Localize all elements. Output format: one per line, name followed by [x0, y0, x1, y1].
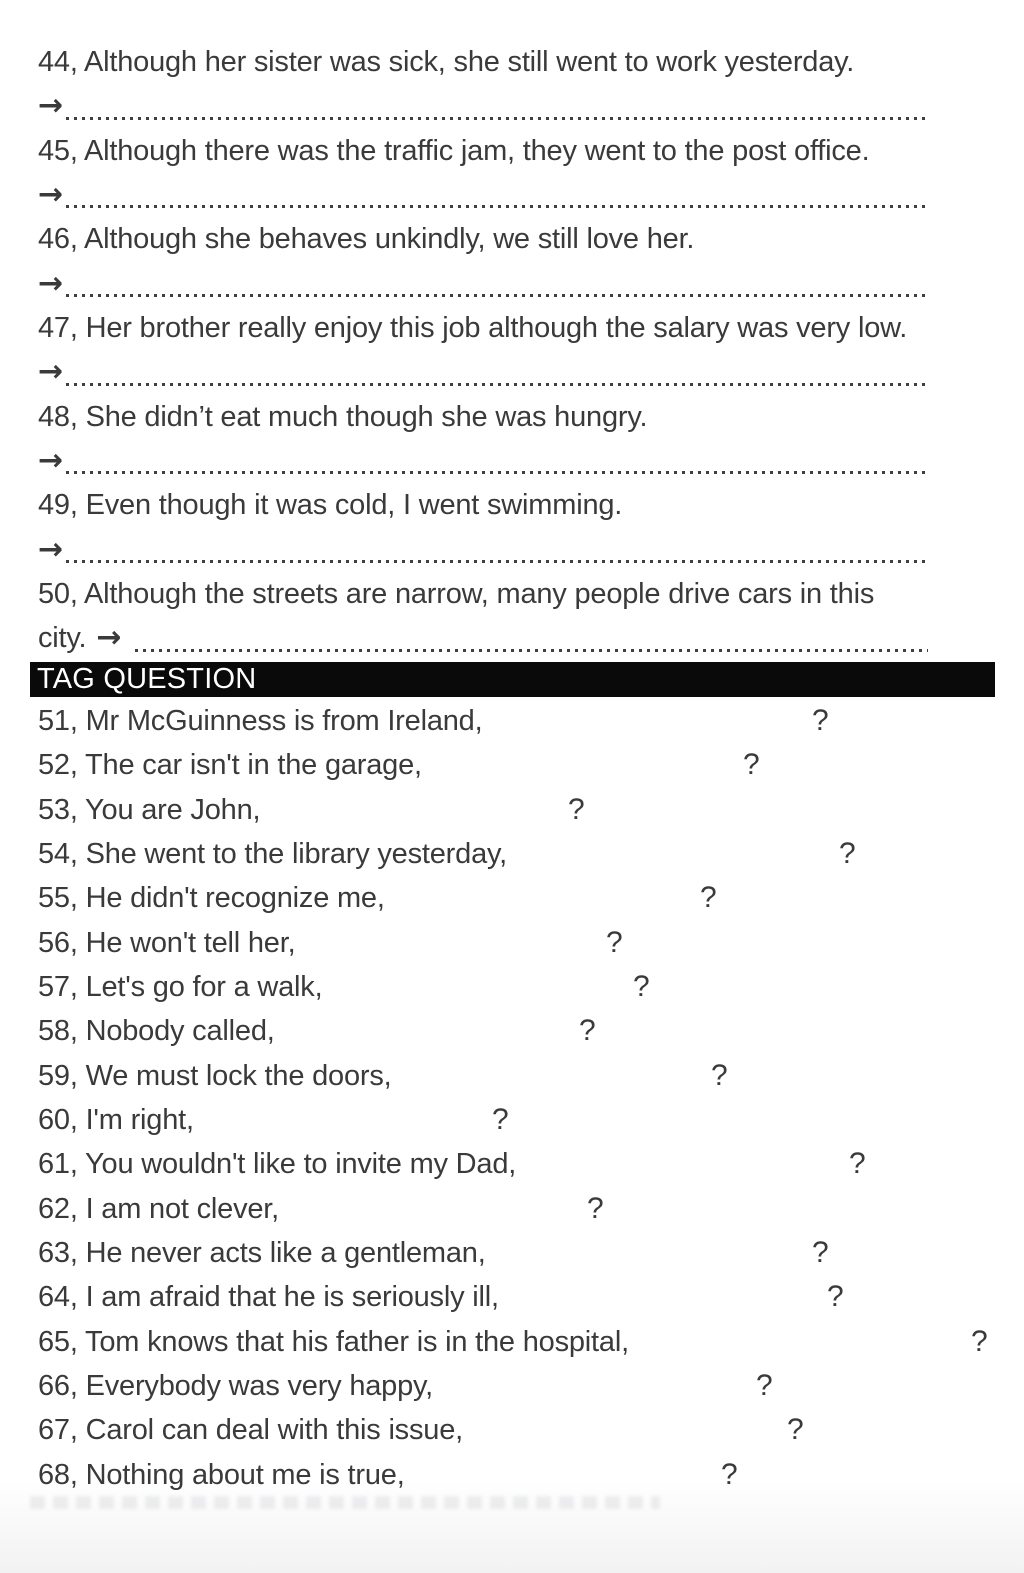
- tag-question-text: 63, He never acts like a gentleman,: [38, 1236, 486, 1269]
- question-mark: ?: [700, 881, 717, 915]
- question-mark: ?: [787, 1413, 804, 1447]
- tag-question-text: 60, I'm right,: [38, 1103, 194, 1136]
- tag-question-row: [38, 1098, 984, 1142]
- tag-question-text: 68, Nothing about me is true,: [38, 1458, 405, 1491]
- question-mark: ?: [721, 1457, 738, 1491]
- question-mark: ?: [587, 1191, 604, 1225]
- answer-line: [38, 84, 928, 128]
- tag-question-text: 57, Let's go for a walk,: [38, 970, 323, 1003]
- tag-question-text: 67, Carol can deal with this issue,: [38, 1414, 463, 1447]
- tag-question-row: [38, 1275, 984, 1319]
- exercise-item: [38, 129, 984, 218]
- tag-question-text: 52, The car isn't in the garage,: [38, 749, 422, 782]
- tag-question-text: 54, She went to the library yesterday,: [38, 837, 508, 870]
- question-mark: ?: [756, 1368, 773, 1402]
- answer-blank-dots: [66, 471, 928, 474]
- arrow-right-icon: →: [38, 354, 63, 390]
- exercise-sentence: 48, She didn’t eat much though she was hungry.: [38, 400, 648, 433]
- answer-line: [38, 262, 928, 306]
- exercise-sentence: 47, Her brother really enjoy this job although the salary was very low.: [38, 312, 908, 345]
- answer-blank-dots: [66, 205, 928, 208]
- answer-blank-dots: [66, 294, 928, 297]
- tag-question-text: 53, You are John,: [38, 793, 261, 826]
- tag-question-text: 62, I am not clever,: [38, 1192, 280, 1225]
- arrow-right-icon: →: [38, 443, 63, 479]
- exercise-item: [38, 217, 984, 306]
- tag-question-text: 64, I am afraid that he is seriously ill,: [38, 1281, 499, 1314]
- exercise-item: [38, 40, 984, 129]
- section-header-tag-question: [30, 662, 995, 697]
- tag-question-row: [38, 1009, 984, 1053]
- tag-question-row: [38, 1364, 984, 1408]
- tag-question-row: [38, 921, 984, 965]
- arrow-right-icon: →: [96, 620, 122, 656]
- tag-question-row: [38, 743, 984, 787]
- question-mark: ?: [812, 703, 829, 737]
- question-mark: ?: [812, 1235, 829, 1269]
- tag-question-text: 59, We must lock the doors,: [38, 1059, 392, 1092]
- sentence-continuation: city.: [38, 622, 87, 655]
- question-mark: ?: [568, 792, 585, 826]
- answer-blank-dots: [135, 649, 928, 652]
- question-mark: ?: [633, 969, 650, 1003]
- tag-question-text: 61, You wouldn't like to invite my Dad,: [38, 1148, 517, 1181]
- exercise-sentence: 45, Although there was the traffic jam, they went to the post office.: [38, 134, 870, 167]
- answer-line: [38, 616, 928, 660]
- exercise-sentence: 50, Although the streets are narrow, many people drive cars in this: [38, 578, 875, 611]
- tag-question-row: [38, 1054, 984, 1098]
- tag-question-text: 65, Tom knows that his father is in the hospital,: [38, 1325, 629, 1358]
- arrow-right-icon: →: [38, 88, 63, 124]
- answer-blank-dots: [66, 560, 928, 563]
- answer-line: [38, 173, 928, 217]
- arrow-right-icon: →: [38, 265, 63, 301]
- exercise-sentence: 46, Although she behaves unkindly, we still love her.: [38, 223, 695, 256]
- tag-question-row: [38, 965, 984, 1009]
- tag-question-row: [38, 1187, 984, 1231]
- tag-question-row: [38, 1408, 984, 1452]
- tag-question-text: 51, Mr McGuinness is from Ireland,: [38, 704, 483, 737]
- faded-watermark-smudge: [30, 1496, 660, 1509]
- tag-question-row: [38, 876, 984, 920]
- arrow-right-icon: →: [38, 177, 63, 213]
- exercise-item: [38, 395, 984, 484]
- answer-line: [38, 350, 928, 394]
- tag-question-row: [38, 1453, 984, 1497]
- arrow-right-icon: →: [38, 531, 63, 567]
- question-mark: ?: [849, 1147, 866, 1181]
- tag-question-text: 58, Nobody called,: [38, 1015, 275, 1048]
- tag-question-row: [38, 788, 984, 832]
- tag-question-text: 66, Everybody was very happy,: [38, 1369, 434, 1402]
- question-mark: ?: [839, 836, 856, 870]
- exercise-item: [38, 572, 984, 661]
- question-mark: ?: [492, 1102, 509, 1136]
- tag-question-row: [38, 832, 984, 876]
- answer-blank-dots: [66, 117, 928, 120]
- tag-question-row: [38, 1320, 988, 1364]
- exercise-sentence: 49, Even though it was cold, I went swimming.: [38, 489, 623, 522]
- question-mark: ?: [971, 1324, 988, 1358]
- exercise-item: [38, 306, 984, 395]
- question-mark: ?: [606, 925, 623, 959]
- answer-line: [38, 439, 928, 483]
- exercise-sentence: 44, Although her sister was sick, she still went to work yesterday.: [38, 46, 855, 78]
- question-mark: ?: [743, 748, 760, 782]
- section-title: TAG QUESTION: [37, 663, 257, 696]
- tag-question-text: 56, He won't tell her,: [38, 926, 296, 959]
- tag-question-row: [38, 1142, 984, 1186]
- answer-line: [38, 528, 928, 572]
- question-mark: ?: [579, 1014, 596, 1048]
- answer-blank-dots: [66, 383, 928, 386]
- question-mark: ?: [711, 1058, 728, 1092]
- tag-question-text: 55, He didn't recognize me,: [38, 882, 385, 915]
- exercise-item: [38, 483, 984, 572]
- tag-question-row: [38, 699, 984, 743]
- question-mark: ?: [827, 1280, 844, 1314]
- tag-question-row: [38, 1231, 984, 1275]
